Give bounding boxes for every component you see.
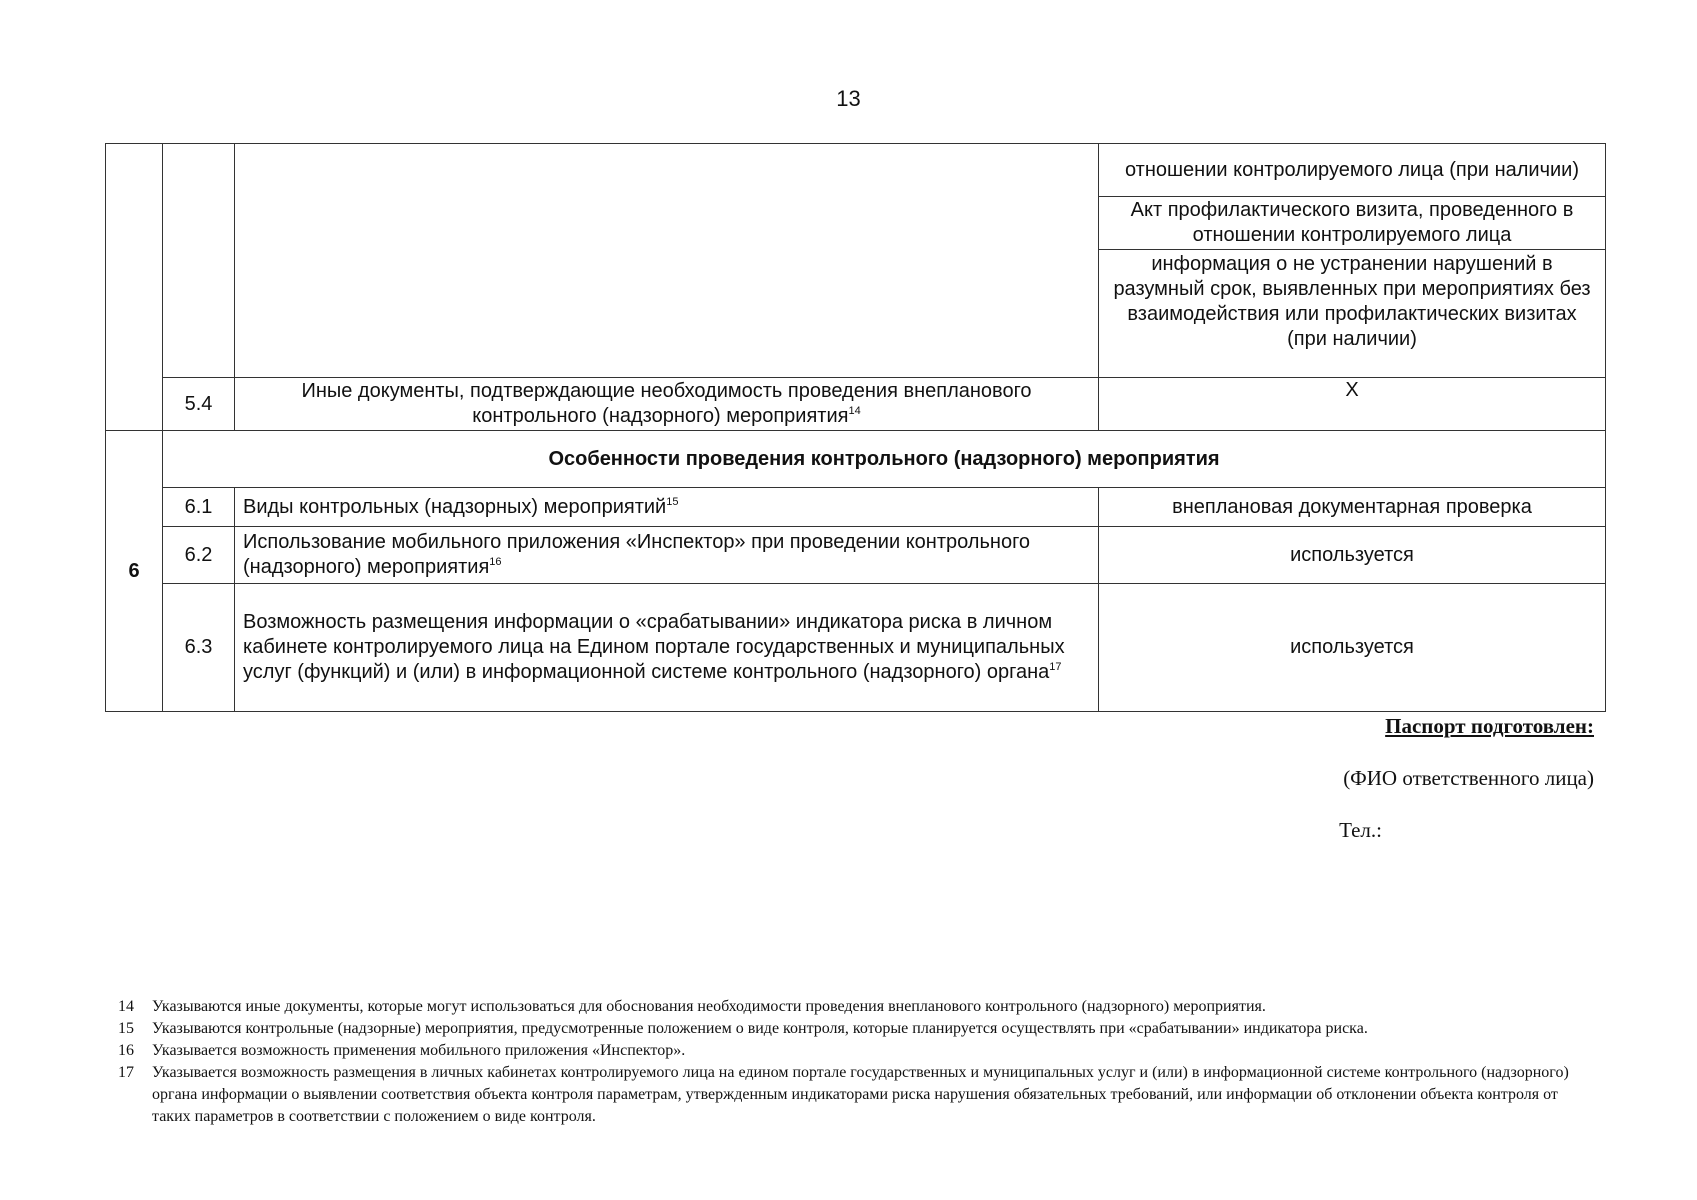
row-number: 6.3 [163, 584, 235, 712]
footnote [118, 1062, 1598, 1128]
footnote-number: 16 [118, 1042, 134, 1059]
row-number: 6.1 [163, 488, 235, 527]
row-description: Использование мобильного приложения «Инспектор» при проведении контрольного (надзорного) мероприятия$^{16}$ [235, 527, 1099, 584]
row-description: Иные документы, подтверждающие необходимость проведения внепланового контрольного (надзорного) мероприятия$^{14}$ [235, 378, 1099, 431]
footnote-number: 14 [118, 998, 134, 1015]
footnote [118, 996, 1598, 1018]
footnote-text: Указываются иные документы, которые могут использоваться для обоснования необходимости проведения внепланового контрольного (надзорного) мероприятия. [152, 998, 1266, 1015]
row-desc-cell [235, 144, 1099, 378]
section-number: 6 [106, 431, 163, 712]
table-row [106, 144, 1606, 197]
document-item-cell: Акт профилактического визита, проведенного в отношении контролируемого лица [1099, 197, 1606, 250]
row-value: внеплановая документарная проверка [1099, 488, 1606, 527]
table-row [106, 488, 1606, 527]
footnote-text: Указывается возможность применения мобильного приложения «Инспектор». [152, 1042, 686, 1059]
passport-table [105, 143, 1606, 712]
footnote [118, 1018, 1598, 1040]
row-value: используется [1099, 584, 1606, 712]
table-row [106, 431, 1606, 488]
footnote-text: Указывается возможность размещения в личных кабинетах контролируемого лица на едином портале государственных и муниципальных услуг и (или) в информационной системе контрольного (надзорного) органа информации о выявлении соответствия объекта контроля параметрам, утвержденным индикаторами риска нарушения обязательных требований, или информации об отклонении объекта контроля от таких параметров в соответствии с положением о виде контроля. [152, 1064, 1569, 1125]
footnote-text: Указываются контрольные (надзорные) мероприятия, предусмотренные положением о виде контроля, которые планируется осуществлять при «срабатывании» индикатора риска. [152, 1020, 1368, 1037]
table-row [106, 527, 1606, 584]
row-description: Виды контрольных (надзорных) мероприятий$^{15}$ [235, 488, 1099, 527]
section-5-cell [106, 144, 163, 431]
footnote-ref: 14 [848, 405, 861, 417]
row-num-cell [163, 144, 235, 378]
table-row [106, 584, 1606, 712]
document-item-cell: отношении контролируемого лица (при наличии) [1099, 144, 1606, 197]
section-title: Особенности проведения контрольного (надзорного) мероприятия [163, 431, 1606, 488]
footnote-ref: 17 [1049, 661, 1062, 673]
table-row [106, 378, 1606, 431]
document-item-cell: информация о не устранении нарушений в разумный срок, выявленных при мероприятиях без взаимодействия или профилактических визитах (при наличии) [1099, 250, 1606, 378]
footnote-ref: 15 [666, 495, 679, 508]
row-description: Возможность размещения информации о «срабатывании» индикатора риска в личном кабинете контролируемого лица на Едином портале государственных и муниципальных услуг (функций) и (или) в информационной системе контрольного (надзорного) органа$^{17}$ [235, 584, 1099, 712]
page-number: 13 [836, 86, 861, 111]
footnotes [118, 996, 1598, 1128]
signature-fio: (ФИО ответственного лица) [1343, 766, 1594, 790]
row-value: Х [1099, 378, 1606, 431]
row-number: 5.4 [163, 378, 235, 431]
footnote-number: 15 [118, 1020, 134, 1037]
footnote-ref: 16 [489, 556, 502, 568]
signature-tel: Тел.: [1339, 818, 1382, 842]
footnote [118, 1040, 1598, 1062]
footnote-number: 17 [118, 1064, 134, 1081]
row-number: 6.2 [163, 527, 235, 584]
row-value: используется [1099, 527, 1606, 584]
signature-title: Паспорт подготовлен: [1385, 714, 1594, 738]
